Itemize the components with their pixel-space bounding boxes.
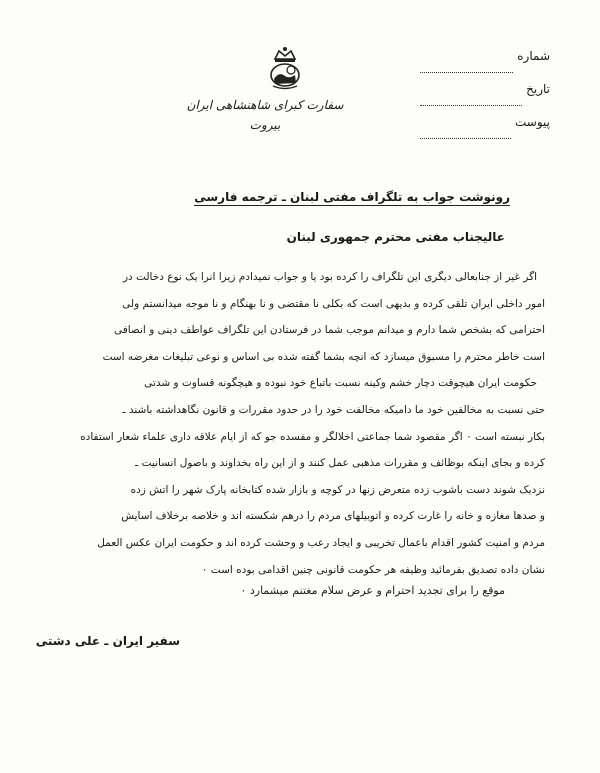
subject-text: رونوشت جواب به تلگراف مفتی لبنان ـ ترجمه فارسی: [194, 190, 510, 204]
body-line: و صدها مغازه و خانه را غارت کرده و اتوبیلهای مردم را درهم شکسته اند و خلاصه برخلاف اسایش: [121, 510, 545, 523]
body-line: کرده و بجای اینکه بوظائف و مقررات مذهبی عمل کنند و از این راه بخداوند و باصول انسانیت ـ: [135, 457, 545, 470]
attachment-label: پیوست: [515, 115, 550, 129]
date-label: تاریخ: [526, 82, 550, 96]
body-line: است خاطر محترم را مسبوق میسازد که انچه بشما گفته شده بی اساس و نوعی تبلیغات مغرضه است: [102, 350, 545, 363]
embassy-heading: [180, 95, 350, 135]
date-field: [420, 73, 550, 106]
body-line: حکومت ایران هیچوقت دچار خشم وکینه نسبت باتباع خود نبوده و هیچگونه قساوت و شدتی: [144, 377, 537, 390]
lion-and-sun-crown-emblem-icon: [265, 45, 305, 93]
embassy-name: سفارت کبرای شاهنشاهی ایران: [186, 98, 344, 112]
attachment-field: [420, 106, 550, 139]
body-line: مردم و امنیت کشور اقدام باعمال تخریبی و ایجاد رعب و وحشت کرده اند و حکومت ایران عکس العمل: [97, 536, 545, 549]
body-line: امور داخلی ایران تلقی کرده و بدیهی است که بکلی نا مقتضی و نا بهنگام و نا موجه میدانستم ولی: [122, 297, 545, 310]
body-line: احترامی که بشخص شما دارم و میدانم موجب شما در فرستادن این تلگراف عواطف دینی و انصافی: [113, 324, 545, 337]
reference-fields: [420, 40, 550, 139]
embassy-city: بیروت: [249, 118, 281, 132]
date-blank-line: [420, 85, 522, 106]
number-blank-line: [420, 52, 513, 73]
signature: سفیر ایران ـ علی دشتی: [35, 634, 180, 648]
number-label: شماره: [517, 49, 550, 63]
body-line: اگر غیر از جنابعالی دیگری این تلگراف را کرده بود یا و جواب نمیدادم زیرا انرا یک نوع دخالت در: [122, 271, 537, 283]
number-field: [420, 40, 550, 73]
letter-body: [45, 264, 545, 583]
body-line: حتی نسبت به مخالفین خود ما دامیکه مخالفت خود را در حدود مقررات و قانون نگاهداشته باشند ـ: [122, 403, 545, 416]
body-line: نشان داده تصدیق بفرمائید وظیفه هر حکومت قانونی چنین اقدامی بوده است ۰: [201, 563, 545, 576]
body-line: نزدیک شوند دست باشوب زده متعرض زنها در کوچه و بازار شده کتابخانه پارک شهر را اتش زده: [130, 483, 545, 496]
closing-line: موقع را برای تجدید احترام و عرض سلام مغتنم میشمارد ۰: [240, 584, 505, 597]
body-line: بکار نبسته است ۰ اگر مقصود شما جماعتی اخلالگر و مفسده جو که از ایام علاقه داری علماء شعار استفاده: [80, 430, 545, 443]
attachment-blank-line: [420, 118, 511, 139]
salutation: عالیجناب مفتی محترم جمهوری لبنان: [286, 230, 505, 244]
subject-line: [194, 190, 510, 204]
